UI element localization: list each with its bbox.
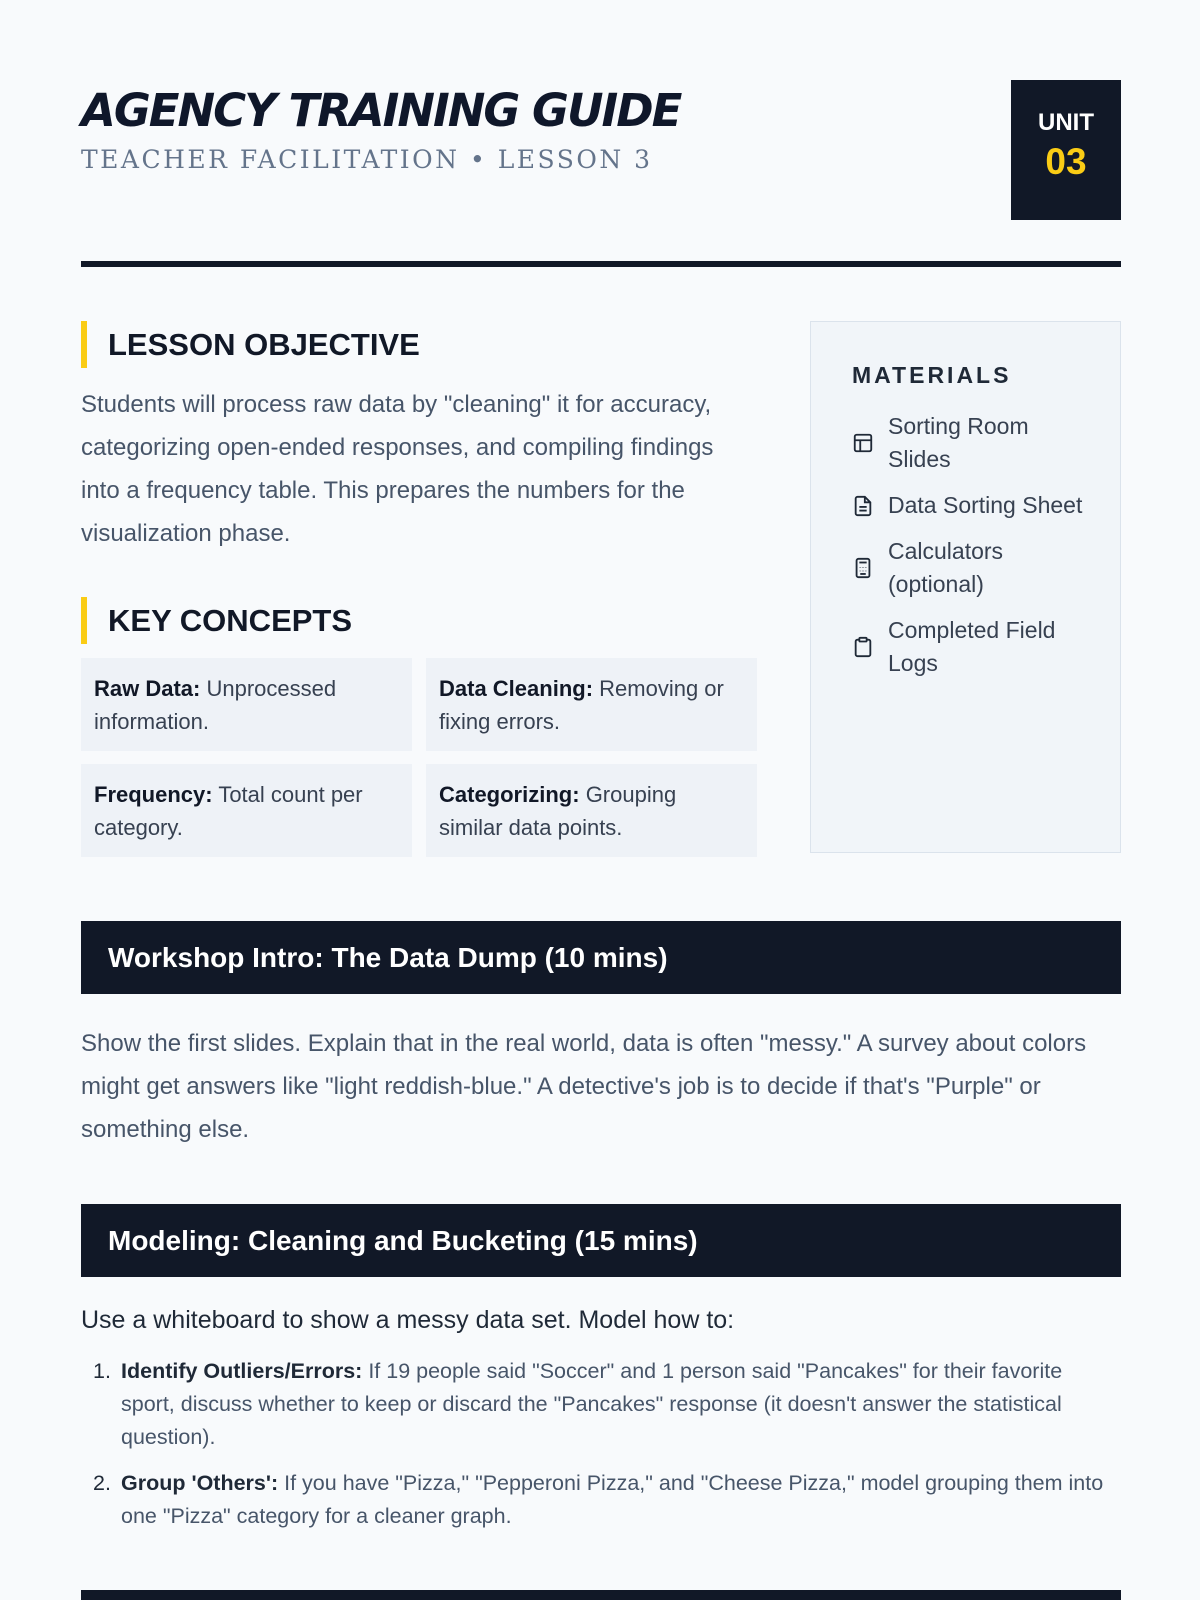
next-section-bar (81, 1590, 1121, 1600)
step-text: If 19 people said "Soccer" and 1 person said "Pancakes" for their favorite sport, discuss whether to keep or discard the "Pancakes" response (it doesn't answer the statistical question). (121, 1359, 1063, 1449)
list-item (852, 614, 1090, 680)
document-icon (852, 495, 874, 517)
material-label: Completed Field Logs (888, 617, 1056, 676)
left-column (81, 321, 756, 857)
concepts-heading: KEY CONCEPTS (81, 597, 756, 644)
modeling-heading-bar: Modeling: Cleaning and Bucketing (15 mins) (81, 1204, 1121, 1277)
intro-text: Show the first slides. Explain that in the real world, data is often "messy." A survey about colors might get answers like "light reddish-blue." A detective's job is to decide if that's "Purple" or something else. (81, 1030, 1087, 1143)
concept-definition: Removing or fixing errors. (439, 676, 724, 734)
unit-number: 03 (1045, 141, 1087, 182)
concept-card (81, 658, 412, 751)
concept-definition: Grouping similar data points. (439, 782, 677, 840)
materials-heading: MATERIALS (852, 362, 1012, 388)
concept-card (426, 658, 757, 751)
lesson-page (81, 0, 1121, 1528)
list-item (852, 489, 1090, 522)
page-title: AGENCY TRAINING GUIDE (81, 84, 681, 137)
material-label: Calculators (optional) (888, 538, 1004, 597)
objective-text: Students will process raw data by "cleaning" it for accuracy, categorizing open-ended responses, and compiling findings into a frequency table. This prepares the numbers for the visualization phase. (81, 391, 714, 547)
materials-list (852, 410, 1090, 680)
step-term: Group 'Others': (121, 1471, 279, 1495)
concept-card (81, 764, 412, 857)
step-term: Identify Outliers/Errors: (121, 1359, 363, 1383)
step-number: 2. (93, 1471, 111, 1495)
concept-term: Frequency: (94, 782, 213, 807)
page-subtitle: TEACHER FACILITATION • LESSON 3 (81, 145, 653, 174)
slides-icon (852, 432, 874, 454)
materials-panel (810, 321, 1121, 853)
list-item (81, 1467, 1121, 1533)
list-item (852, 410, 1090, 476)
concept-term: Categorizing: (439, 782, 580, 807)
clipboard-icon (852, 636, 874, 658)
material-label: Sorting Room Slides (888, 413, 1029, 472)
step-text: If you have "Pizza," "Pepperoni Pizza," and "Cheese Pizza," model grouping them into one "Pizza" category for a cleaner graph. (121, 1471, 1104, 1528)
unit-badge (1011, 80, 1121, 220)
list-item (852, 535, 1090, 601)
page-header (81, 0, 1121, 267)
header-divider (81, 261, 1121, 267)
concepts-grid (81, 658, 756, 857)
calculator-icon (852, 557, 874, 579)
concept-card (426, 764, 757, 857)
objective-heading: LESSON OBJECTIVE (81, 321, 756, 368)
concept-definition: Unprocessed information. (94, 676, 337, 734)
intro-heading-bar: Workshop Intro: The Data Dump (10 mins) (81, 921, 1121, 994)
step-number: 1. (93, 1359, 111, 1383)
modeling-lead: Use a whiteboard to show a messy data set. Model how to: (81, 1306, 735, 1334)
concept-term: Data Cleaning: (439, 676, 594, 701)
unit-label: UNIT (1038, 109, 1094, 136)
list-item (81, 1355, 1121, 1454)
material-label: Data Sorting Sheet (888, 492, 1083, 518)
modeling-steps (81, 1355, 1121, 1546)
concept-definition: Total count per category. (94, 782, 363, 840)
concept-term: Raw Data: (94, 676, 201, 701)
